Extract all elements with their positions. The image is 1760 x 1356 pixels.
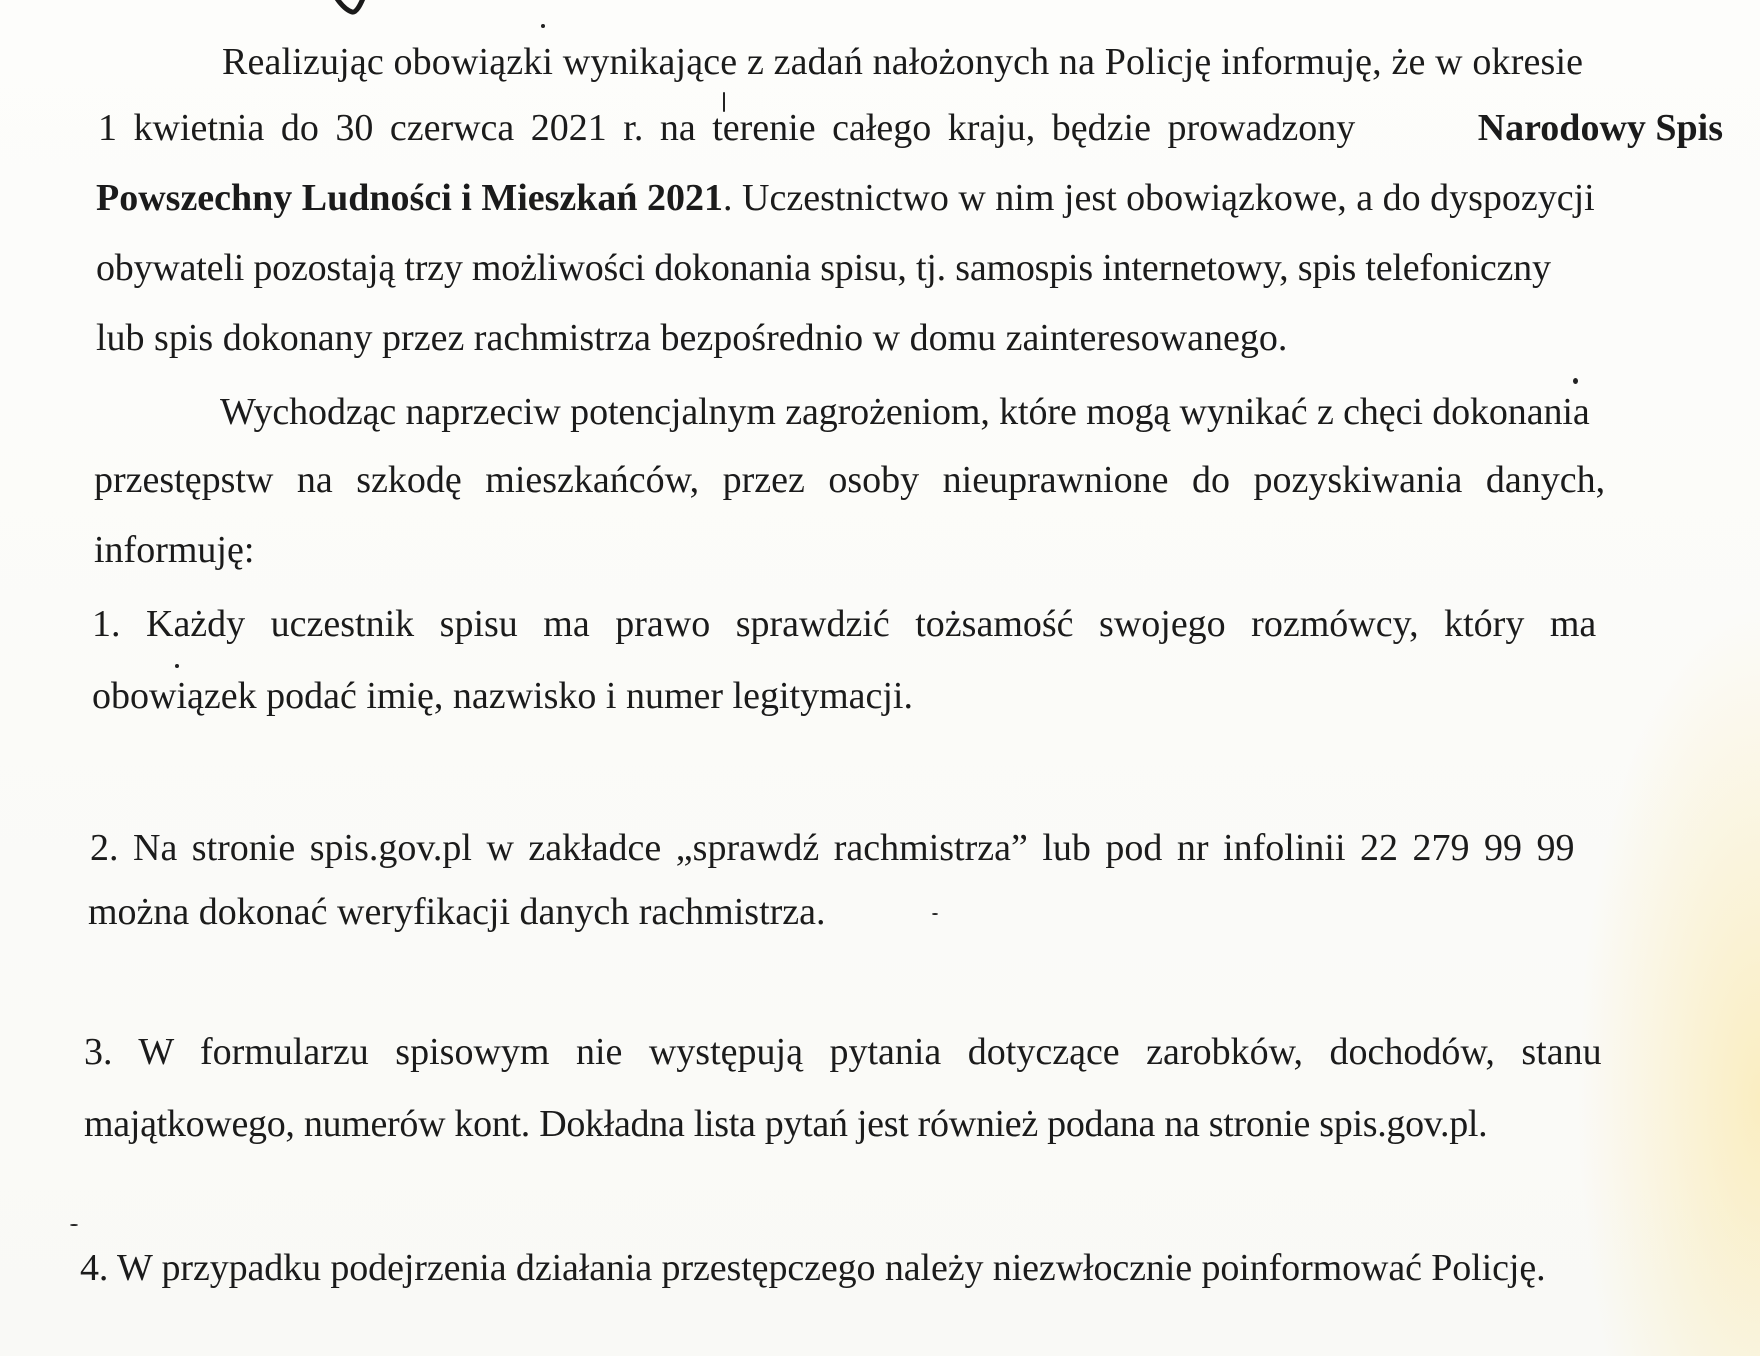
- paragraph-2-line-2: przestępstw na szkodę mieszkańców, przez osoby nieuprawnione do pozyskiwania danych,: [94, 459, 1606, 501]
- ink-speck: [175, 664, 179, 668]
- paragraph-1-line-2: [98, 106, 1723, 150]
- list-item-2-line-1: 2. Na stronie spis.gov.pl w zakładce „sprawdź rachmistrza” lub pod nr infolinii 22 279 99 99: [90, 827, 1575, 869]
- ink-speck: [70, 1224, 78, 1226]
- paragraph-2-line-3: informuję:: [94, 529, 255, 571]
- paragraph-2-line-1: Wychodząc naprzeciw potencjalnym zagrożeniom, które mogą wynikać z chęci dokonania: [220, 391, 1590, 433]
- list-item-3-line-2: majątkowego, numerów kont. Dokładna lista pytań jest również podana na stronie spis.gov.pl.: [84, 1103, 1488, 1145]
- paragraph-1-line-1: Realizując obowiązki wynikające z zadań nałożonych na Policję informuję, że w okresie: [222, 41, 1584, 83]
- ink-speck: [541, 24, 545, 28]
- paragraph-1-line-3: [96, 176, 1721, 220]
- list-item-1-line-2: obowiązek podać imię, nazwisko i numer legitymacji.: [92, 675, 913, 717]
- list-item-3-line-1: 3. W formularzu spisowym nie występują pytania dotyczące zarobków, dochodów, stanu: [84, 1031, 1602, 1073]
- paragraph-1-line-4: obywateli pozostają trzy możliwości dokonania spisu, tj. samospis internetowy, spis telefoniczny: [96, 247, 1551, 289]
- pen-mark-icon: [330, 0, 370, 16]
- census-name-part-1: Narodowy Spis: [1477, 107, 1723, 149]
- list-item-2-line-2: można dokonać weryfikacji danych rachmistrza.: [88, 891, 826, 933]
- paragraph-1-line-2-text: 1 kwietnia do 30 czerwca 2021 r. na terenie całego kraju, będzie prowadzony: [98, 107, 1356, 149]
- paragraph-1-line-5: lub spis dokonany przez rachmistrza bezpośrednio w domu zainteresowanego.: [96, 317, 1288, 359]
- paragraph-1-line-3-text: . Uczestnictwo w nim jest obowiązkowe, a do dyspozycji: [723, 177, 1595, 219]
- list-item-4-line-1: 4. W przypadku podejrzenia działania przestępczego należy niezwłocznie poinformować Policję.: [80, 1247, 1546, 1289]
- list-item-1-line-1: 1. Każdy uczestnik spisu ma prawo sprawdzić tożsamość swojego rozmówcy, który ma: [92, 603, 1597, 645]
- ink-speck: [1573, 378, 1578, 384]
- census-name-part-2: Powszechny Ludności i Mieszkań 2021: [96, 177, 724, 219]
- ink-speck: [932, 913, 938, 915]
